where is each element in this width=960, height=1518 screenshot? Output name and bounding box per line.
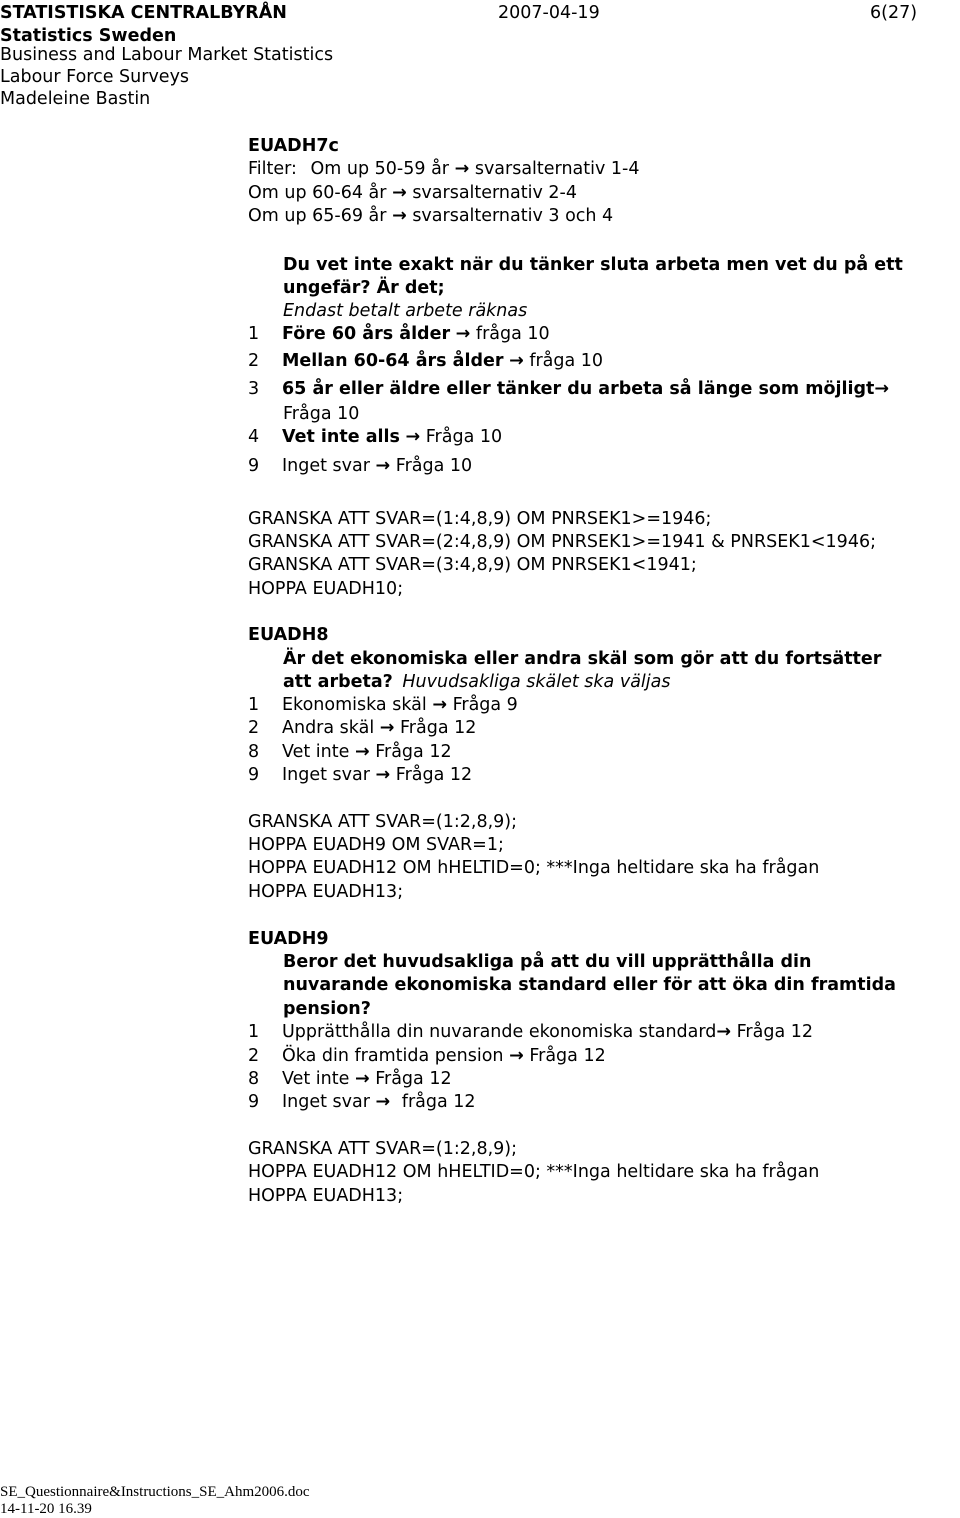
option-text: Ekonomiska skäl — [282, 695, 427, 715]
question-text-9-line2: nuvarande ekonomiska standard eller för att öka din framtida — [283, 975, 896, 995]
arrow-icon — [874, 379, 889, 399]
code-line: HOPPA EUADH13; — [248, 882, 404, 902]
footer-timestamp: 14-11-20 16.39 — [0, 1501, 92, 1517]
option-text: Inget svar — [282, 765, 370, 785]
option-code: 4 — [248, 427, 260, 447]
option-code: 8 — [248, 742, 260, 762]
code-line: GRANSKA ATT SVAR=(2:4,8,9) OM PNRSEK1>=1941 & PNRSEK1<1946; — [248, 532, 876, 552]
option-goto: Fråga 12 — [375, 1069, 452, 1089]
arrow-icon — [392, 206, 407, 226]
arrow-icon — [355, 1069, 370, 1089]
option-text: Inget svar — [282, 456, 370, 476]
option-goto: fråga 10 — [529, 351, 604, 371]
option-goto: Fråga 12 — [400, 718, 477, 738]
option-goto: Fråga 12 — [736, 1022, 813, 1042]
header-org: STATISTISKA CENTRALBYRÅN — [0, 3, 287, 23]
code-line: GRANSKA ATT SVAR=(1:2,8,9); — [248, 1139, 517, 1159]
option-9-2 — [248, 1045, 606, 1068]
option-7c-3-goto: Fråga 10 — [283, 404, 360, 424]
arrow-icon — [376, 1092, 391, 1112]
option-code: 1 — [248, 1022, 260, 1042]
header-page: 6(27) — [870, 3, 918, 23]
arrow-icon — [456, 324, 471, 344]
question-id-8: EUADH8 — [248, 625, 329, 645]
filter-condition: Om up 60-64 år — [248, 183, 387, 203]
header-date: 2007-04-19 — [498, 3, 600, 23]
option-code: 2 — [248, 1046, 260, 1066]
option-text: Andra skäl — [282, 718, 375, 738]
option-text: Öka din framtida pension — [282, 1046, 504, 1066]
option-code: 3 — [248, 379, 260, 399]
code-line: GRANSKA ATT SVAR=(1:2,8,9); — [248, 812, 517, 832]
code-line: GRANSKA ATT SVAR=(3:4,8,9) OM PNRSEK1<1941; — [248, 555, 697, 575]
question-id-7c: EUADH7c — [248, 136, 339, 156]
option-goto: Fråga 10 — [425, 427, 503, 447]
option-9-1 — [248, 1021, 813, 1044]
option-goto: fråga 10 — [475, 324, 550, 344]
arrow-icon — [376, 456, 391, 476]
question-id-9: EUADH9 — [248, 929, 329, 949]
option-8-1 — [248, 694, 518, 717]
filter-target: svarsalternativ 3 och 4 — [412, 206, 614, 226]
instruction-8: Huvudsakliga skälet ska väljas — [402, 672, 671, 692]
option-9-8 — [248, 1068, 452, 1091]
option-code: 2 — [248, 718, 260, 738]
option-goto: Fråga 10 — [395, 456, 473, 476]
option-7c-3 — [248, 378, 889, 401]
option-7c-9 — [248, 455, 472, 478]
option-code: 1 — [248, 324, 260, 344]
option-goto: Fråga 12 — [395, 765, 473, 785]
option-goto: Fråga 12 — [529, 1046, 606, 1066]
option-text: Vet inte — [282, 1069, 350, 1089]
filter-line-1 — [248, 158, 639, 181]
header-department: Business and Labour Market Statistics — [0, 45, 334, 65]
option-7c-1 — [248, 323, 550, 346]
filter-line-2 — [248, 182, 577, 205]
filter-target: svarsalternativ 1-4 — [474, 159, 640, 179]
option-text: 65 år eller äldre eller tänker du arbeta så länge som möjligt — [282, 379, 875, 399]
question-text-7c-line2: ungefär? Är det; — [283, 278, 445, 298]
option-8-8 — [248, 741, 452, 764]
question-text-7c-line1: Du vet inte exakt när du tänker sluta arbeta men vet du på ett — [283, 255, 903, 275]
arrow-icon — [432, 695, 447, 715]
arrow-icon — [509, 1046, 524, 1066]
header-author: Madeleine Bastin — [0, 89, 151, 109]
option-code: 1 — [248, 695, 260, 715]
code-line: HOPPA EUADH12 OM hHELTID=0; ***Inga heltidare ska ha frågan — [248, 858, 820, 878]
filter-target: svarsalternativ 2-4 — [412, 183, 577, 203]
option-text: Inget svar — [282, 1092, 370, 1112]
header-org-en: Statistics Sweden — [0, 26, 177, 46]
filter-condition: Om up 65-69 år — [248, 206, 387, 226]
option-goto: Fråga 12 — [375, 742, 452, 762]
footer-filename: SE_Questionnaire&Instructions_SE_Ahm2006.doc — [0, 1484, 310, 1500]
option-code: 9 — [248, 765, 260, 785]
option-code: 8 — [248, 1069, 260, 1089]
code-line: HOPPA EUADH12 OM hHELTID=0; ***Inga heltidare ska ha frågan — [248, 1162, 820, 1182]
option-code: 9 — [248, 456, 260, 476]
option-text: Upprätthålla din nuvarande ekonomiska standard — [282, 1022, 717, 1042]
code-line: GRANSKA ATT SVAR=(1:4,8,9) OM PNRSEK1>=1946; — [248, 509, 712, 529]
option-text: Vet inte alls — [282, 427, 400, 447]
instruction-7c: Endast betalt arbete räknas — [283, 301, 528, 321]
option-9-9 — [248, 1091, 476, 1114]
question-text-9-line1: Beror det huvudsakliga på att du vill upprätthålla din — [283, 952, 812, 972]
option-text: Vet inte — [282, 742, 350, 762]
option-goto: fråga 12 — [401, 1092, 476, 1112]
option-goto: Fråga 9 — [452, 695, 518, 715]
filter-line-3 — [248, 205, 613, 228]
arrow-icon — [716, 1022, 731, 1042]
code-line: HOPPA EUADH10; — [248, 579, 404, 599]
option-text: Mellan 60-64 års ålder — [282, 351, 504, 371]
option-code: 9 — [248, 1092, 260, 1112]
header-unit: Labour Force Surveys — [0, 67, 190, 87]
code-line: HOPPA EUADH13; — [248, 1186, 404, 1206]
arrow-icon — [380, 718, 395, 738]
code-line: HOPPA EUADH9 OM SVAR=1; — [248, 835, 504, 855]
arrow-icon — [376, 765, 391, 785]
question-text-8-line2 — [283, 671, 671, 694]
filter-condition: Om up 50-59 år — [310, 159, 449, 179]
option-code: 2 — [248, 351, 260, 371]
arrow-icon — [509, 351, 524, 371]
arrow-icon — [406, 427, 421, 447]
question-text-9-line3: pension? — [283, 999, 371, 1019]
arrow-icon — [392, 183, 407, 203]
arrow-icon — [455, 159, 470, 179]
arrow-icon — [355, 742, 370, 762]
question-text-8-line1: Är det ekonomiska eller andra skäl som gör att du fortsätter — [283, 649, 882, 669]
filter-label: Filter: — [248, 159, 297, 179]
option-text: Före 60 års ålder — [282, 324, 451, 344]
option-8-2 — [248, 717, 476, 740]
option-7c-4 — [248, 426, 502, 449]
question-text: att arbeta? — [283, 672, 393, 692]
option-8-9 — [248, 764, 472, 787]
option-7c-2 — [248, 350, 603, 373]
